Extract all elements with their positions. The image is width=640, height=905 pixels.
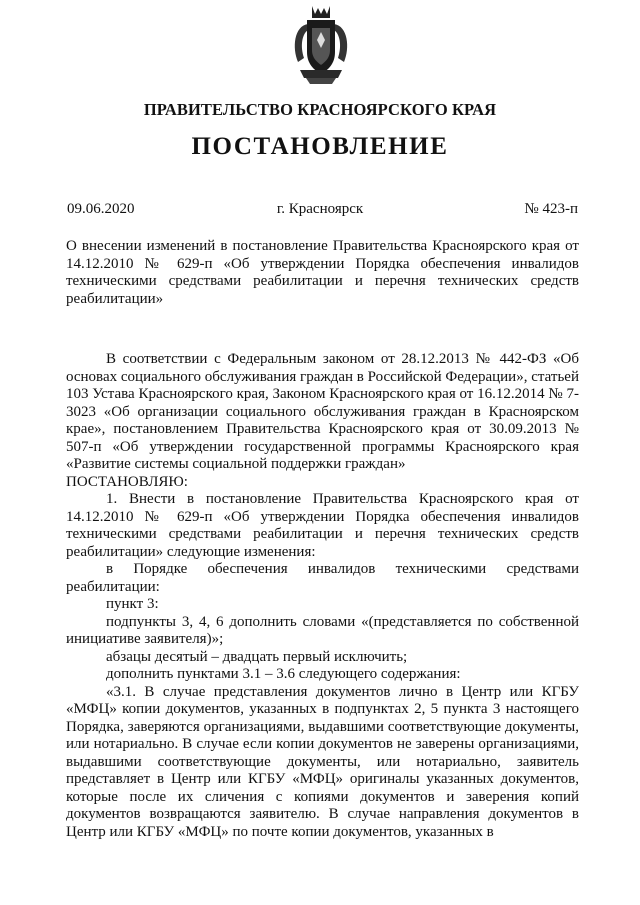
point-3-1-paragraph: «3.1. В случае представления документов лично в Центр или КГБУ «МФЦ» копии документов, указанных в подпунктах 2, 5 пункта 3 настоящего Порядка, заверяются организациями, выдавшими соответствующие документы, или нотариально. В случае если копии документов не заверены организациями, выдавшими соответствующие документы, или нотариально, заявитель представляет в Центр или КГБУ «МФЦ» оригиналы указанных документов, которые после их сличения с копиями документов и заверения копий документов возвращаются заявителю. В случае направления документов в Центр или КГБУ «МФЦ» по почте копии документов, указанных в — [66, 683, 579, 840]
krasnoyarsk-coat-of-arms-icon — [290, 4, 352, 86]
subpoints-paragraph: подпункты 3, 4, 6 дополнить словами «(представляется по собственной инициативе заявителя)»; — [66, 613, 579, 647]
document-city: г. Красноярск — [276, 201, 364, 217]
document-body — [66, 351, 579, 841]
document-subject — [66, 238, 579, 308]
paragraphs-excluded-paragraph: абзацы десятый – двадцать первый исключить; — [106, 648, 408, 665]
order-paragraph: в Порядке обеспечения инвалидов техническими средствами реабилитации: — [66, 561, 579, 595]
preamble-paragraph: В соответствии с Федеральным законом от 28.12.2013 № 442-ФЗ «Об основах социального обслуживания граждан в Российской Федерации», статьей 103 Устава Красноярского края, Законом Красноярского края от 16.12.2014 № 7-3023 «Об организации социального обслуживания граждан в Красноярском крае», постановлением Правительства Красноярского края от 30.09.2013 № 507-п «Об утверждении государственной программы Красноярского края «Развитие системы социальной поддержки граждан» — [66, 351, 579, 472]
point-3-paragraph: пункт 3: — [106, 596, 159, 612]
document-type-title: ПОСТАНОВЛЕНИЕ — [191, 133, 449, 160]
item-1-paragraph: 1. Внести в постановление Правительства Красноярского края от 14.12.2010 № 629-п «Об утверждении Порядка обеспечения инвалидов техническими средствами реабилитации и перечня технических средств реабилитации» следующие изменения: — [66, 491, 579, 560]
add-points-paragraph: дополнить пунктами 3.1 – 3.6 следующего содержания: — [106, 666, 461, 682]
document-date: 09.06.2020 — [67, 201, 135, 217]
subject-text: О внесении изменений в постановление Правительства Красноярского края от 14.12.2010 № 629-п «Об утверждении Порядка обеспечения инвалидов техническими средствами реабилитации и перечня технических средств реабилитации» — [66, 238, 579, 307]
document-number: № 423-п — [524, 201, 578, 217]
organization-title: ПРАВИТЕЛЬСТВО КРАСНОЯРСКОГО КРАЯ — [143, 100, 497, 119]
resolve-paragraph: ПОСТАНОВЛЯЮ: — [66, 473, 188, 490]
